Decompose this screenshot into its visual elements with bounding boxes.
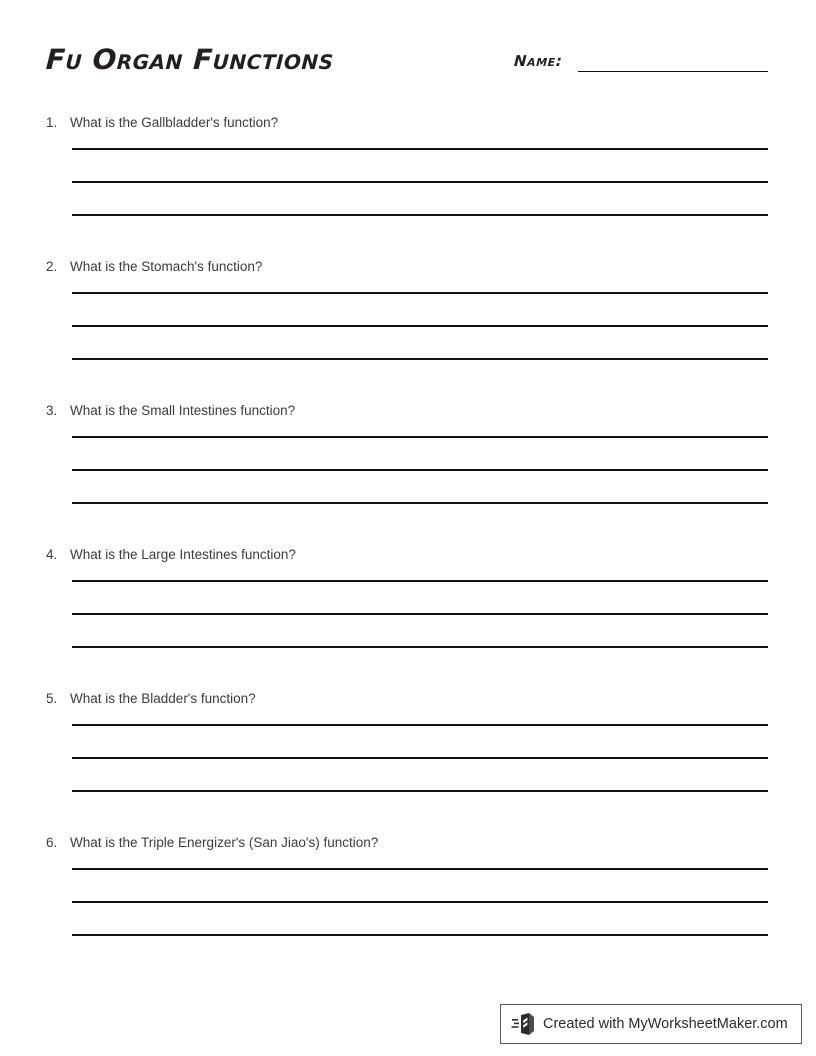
question-text: What is the Gallbladder's function? bbox=[70, 115, 279, 130]
answer-lines-group bbox=[72, 580, 768, 648]
answer-line[interactable] bbox=[72, 292, 768, 294]
answer-line[interactable] bbox=[72, 613, 768, 615]
question-row bbox=[46, 546, 776, 564]
answer-line[interactable] bbox=[72, 646, 768, 648]
answer-lines-group bbox=[72, 292, 768, 360]
page-title: Fu Organ Functions bbox=[45, 43, 335, 76]
answer-line[interactable] bbox=[72, 325, 768, 327]
question-block bbox=[0, 532, 816, 676]
question-block bbox=[0, 820, 816, 964]
answer-lines-group bbox=[72, 436, 768, 504]
question-block bbox=[0, 244, 816, 388]
question-text: What is the Small Intestines function? bbox=[70, 403, 296, 418]
answer-line[interactable] bbox=[72, 436, 768, 438]
answer-line[interactable] bbox=[72, 790, 768, 792]
name-field-group bbox=[514, 52, 770, 80]
question-block bbox=[0, 676, 816, 820]
answer-line[interactable] bbox=[72, 901, 768, 903]
answer-line[interactable] bbox=[72, 469, 768, 471]
question-row bbox=[46, 258, 776, 276]
answer-line[interactable] bbox=[72, 580, 768, 582]
question-number: 4. bbox=[46, 547, 58, 562]
answer-lines-group bbox=[72, 148, 768, 216]
questions-list bbox=[0, 100, 816, 964]
question-number: 1. bbox=[46, 115, 58, 130]
question-number: 6. bbox=[46, 835, 58, 850]
question-block bbox=[0, 388, 816, 532]
answer-lines-group bbox=[72, 868, 768, 936]
footer-attribution-text: Created with MyWorksheetMaker.com bbox=[543, 1016, 788, 1032]
question-number: 5. bbox=[46, 691, 58, 706]
answer-line[interactable] bbox=[72, 214, 768, 216]
question-text: What is the Large Intestines function? bbox=[70, 547, 296, 562]
answer-line[interactable] bbox=[72, 934, 768, 936]
question-row bbox=[46, 834, 776, 852]
footer-attribution-badge[interactable] bbox=[500, 1004, 802, 1044]
answer-line[interactable] bbox=[72, 148, 768, 150]
question-row bbox=[46, 690, 776, 708]
answer-lines-group bbox=[72, 724, 768, 792]
answer-line[interactable] bbox=[72, 358, 768, 360]
question-text: What is the Triple Energizer's (San Jiao's) function? bbox=[70, 835, 379, 850]
answer-line[interactable] bbox=[72, 868, 768, 870]
answer-line[interactable] bbox=[72, 181, 768, 183]
question-text: What is the Bladder's function? bbox=[70, 691, 256, 706]
question-row bbox=[46, 402, 776, 420]
question-number: 2. bbox=[46, 259, 58, 274]
name-input-line[interactable] bbox=[578, 71, 768, 72]
question-number: 3. bbox=[46, 403, 58, 418]
answer-line[interactable] bbox=[72, 502, 768, 504]
question-text: What is the Stomach's function? bbox=[70, 259, 263, 274]
answer-line[interactable] bbox=[72, 757, 768, 759]
question-row bbox=[46, 114, 776, 132]
worksheet-header bbox=[0, 0, 816, 100]
answer-line[interactable] bbox=[72, 724, 768, 726]
question-block bbox=[0, 100, 816, 244]
worksheet-maker-logo-icon bbox=[511, 1011, 537, 1037]
name-label: Name: bbox=[513, 52, 564, 70]
